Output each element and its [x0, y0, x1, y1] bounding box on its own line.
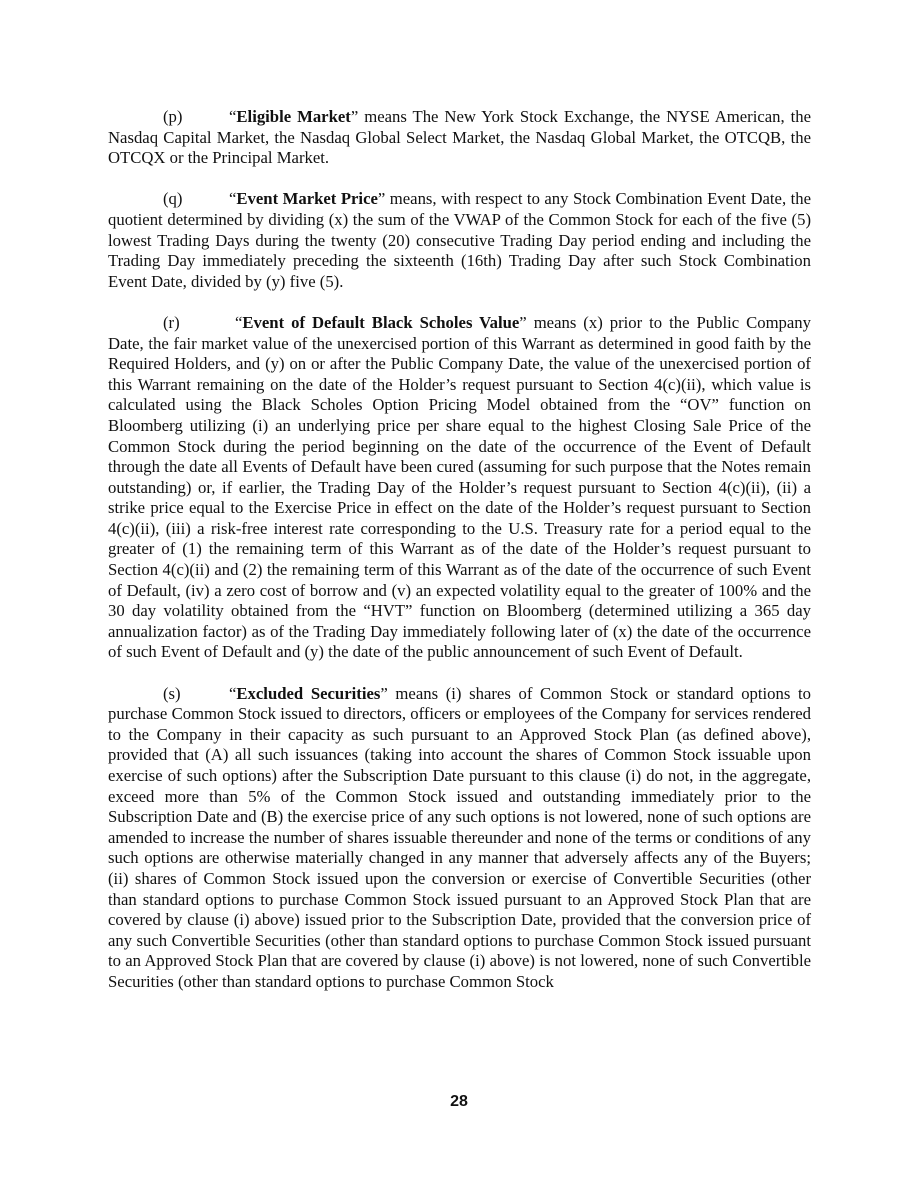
defined-term: Eligible Market [236, 107, 351, 126]
paragraph-label: (r) [163, 312, 180, 332]
close-quote: ” [377, 189, 386, 209]
paragraph-label: (s) [163, 683, 181, 703]
open-quote: “ [229, 107, 237, 126]
open-quote: “ [229, 189, 237, 209]
defined-term: Event Market Price [236, 189, 378, 209]
definition-paragraph-q [108, 189, 811, 292]
close-quote: ” [519, 312, 527, 332]
paragraph-label: (p) [163, 107, 183, 126]
definition-paragraph-r [108, 313, 811, 663]
page-number: 28 [450, 1093, 468, 1110]
paragraph-label: (q) [163, 189, 183, 209]
definition-paragraph-s [108, 684, 811, 993]
definition-paragraph-p [108, 107, 811, 169]
definition-text: means (x) prior to the Public Company Date, the fair market value of the unexercised portion of this Warrant as determined in good faith by the Required Holders, and (y) on or after the Public Company Date, the value of the unexercised portion of this Warrant remaining on the date of the Holder’s request pursuant to Section 4(c)(ii), which value is calculated using the Black Scholes Option Pricing Model obtained from the “OV” function on Bloomberg utilizing (i) an underlying price per share equal to the highest Closing Sale Price of the Common Stock during the period beginning on the date of the occurrence of the Event of Default through the date all Events of Default have been cured (assuming for such purpose that the Notes remain outstanding) or, if earlier, the Trading Day of the Holder’s request pursuant to Section 4(c)(ii), (ii) a strike price equal to the Exercise Price in effect on the date of the Holder’s request pursuant to Section 4(c)(ii), (iii) a risk-free interest rate corresponding to the U.S. Treasury rate for a period equal to the greater of (1) the remaining term of this Warrant as of the date of the Holder’s request pursuant to Section 4(c)(ii) and (2) the remaining term of this Warrant as of the date of the occurrence of such Event of Default, (iv) a zero cost of borrow and (v) an expected volatility equal to the greater of 100% and the 30 day volatility obtained from the “HVT” function on Bloomberg (determined utilizing a 365 day annualization factor) as of the Trading Day immediately following later of (x) the date of the occurrence of such Event of Default and (y) the date of the public announcement of such Event of Default. [108, 312, 811, 662]
defined-term: Excluded Securities [236, 683, 381, 703]
close-quote: ” [350, 107, 359, 126]
defined-term: Event of Default Black Scholes Value [242, 312, 520, 332]
open-quote: “ [235, 312, 243, 332]
open-quote: “ [229, 683, 237, 703]
definition-text: means The New York Stock Exchange, the NYSE American, the Nasdaq Capital Market, the Nasdaq Global Select Market, the Nasdaq Global Market, the OTCQB, the OTCQX or the Principal Market. [108, 107, 812, 168]
definition-text: means, with respect to any Stock Combination Event Date, the quotient determined by dividing (x) the sum of the VWAP of the Common Stock for each of the five (5) lowest Trading Days during the twenty (20) consecutive Trading Day period ending and including the Trading Day immediately preceding the sixteenth (16th) Trading Day after such Stock Combination Event Date, divided by (y) five (5). [108, 189, 812, 291]
document-page [108, 107, 811, 993]
close-quote: ” [380, 683, 388, 703]
definition-text: means (i) shares of Common Stock or standard options to purchase Common Stock issued to directors, officers or employees of the Company for services rendered to the Company in their capacity as such pursuant to an Approved Stock Plan (as defined above), provided that (A) all such issuances (taking into account the shares of Common Stock issuable upon exercise of such options) after the Subscription Date pursuant to this clause (i) do not, in the aggregate, exceed more than 5% of the Common Stock issued and outstanding immediately prior to the Subscription Date and (B) the exercise price of any such options is not lowered, none of such options are amended to increase the number of shares issuable thereunder and none of the terms or conditions of any such options are otherwise materially changed in any manner that adversely affects any of the Buyers; (ii) shares of Common Stock issued upon the conversion or exercise of Convertible Securities (other than standard options to purchase Common Stock issued pursuant to an Approved Stock Plan that are covered by clause (i) above) issued prior to the Subscription Date, provided that the conversion price of any such Convertible Securities (other than standard options to purchase Common Stock issued pursuant to an Approved Stock Plan that are covered by clause (i) above) is not lowered, none of such Convertible Securities (other than standard options to purchase Common Stock [108, 683, 811, 991]
